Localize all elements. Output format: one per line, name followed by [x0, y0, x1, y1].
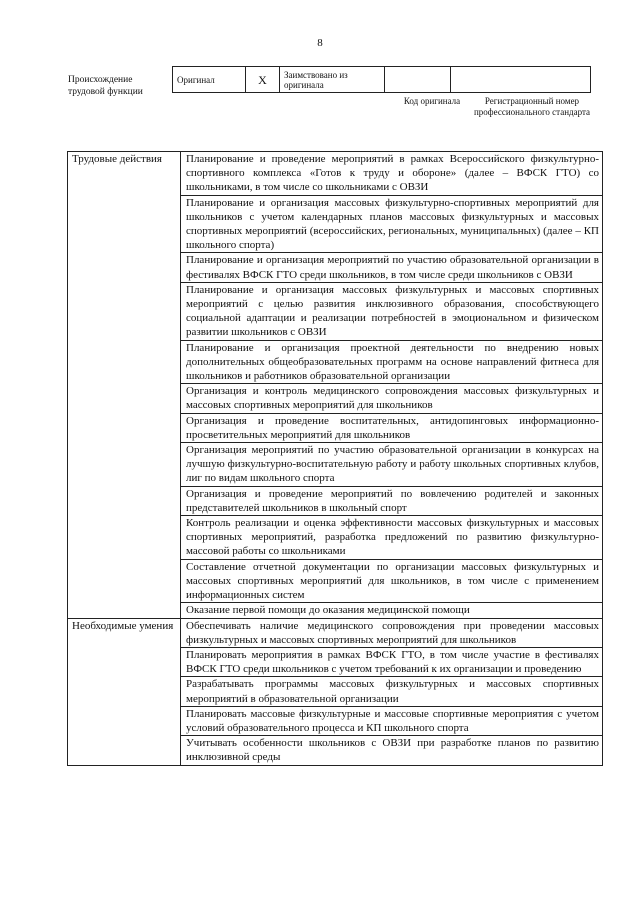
- item-text: Учитывать особенности школьников с ОВЗИ при разработке планов по развитию инклюзивной среды: [181, 736, 603, 765]
- reg-number-cell: [451, 67, 591, 93]
- item-text: Составление отчетной документации по организации массовых физкультурных и массовых спортивных мероприятий для школьников, в том числе с применением информационных систем: [181, 559, 603, 603]
- original-cell: Оригинал: [173, 67, 246, 93]
- item-text: Обеспечивать наличие медицинского сопровождения при проведении массовых физкультурных и массовых спортивных мероприятий для школьников: [181, 618, 603, 647]
- section-label-cell: [68, 618, 181, 765]
- item-text: Организация и контроль медицинского сопровождения массовых физкультурных и массовых спортивных мероприятий для школьников: [181, 384, 603, 413]
- page-number: 8: [317, 37, 323, 49]
- original-mark: X: [246, 67, 280, 93]
- item-text: Планирование и организация массовых физкультурных и массовых спортивных мероприятий с целью развития инклюзивного образования, способствующего социальной адаптации и реализации потребностей в эмоциональном и физическом развитии школьников с ОВЗИ: [181, 282, 603, 340]
- code-caption: Код оригинала: [403, 96, 461, 106]
- item-text: Оказание первой помощи до оказания медицинской помощи: [181, 603, 603, 618]
- item-text: Организация и проведение мероприятий по вовлечению родителей и законных представителей школьников в школьный спорт: [181, 486, 603, 515]
- table-row: [68, 618, 603, 647]
- item-text: Планирование и проведение мероприятий в рамках Всероссийского физкультурно-спортивного комплекса «Готов к труду и обороне» (далее – ВФСК ГТО) со школьниками, в том числе со школьниками с ОВЗИ: [181, 152, 603, 196]
- item-text: Организация и проведение воспитательных, антидопинговых информационно-просветительных мероприятий для школьников: [181, 413, 603, 442]
- borrowed-cell: Заимствовано из оригинала: [280, 67, 385, 93]
- item-text: Планировать мероприятия в рамках ВФСК ГТО, в том числе участие в фестивалях ВФСК ГТО среди школьников с учетом требований к их организации и проведению: [181, 647, 603, 676]
- item-text: Контроль реализации и оценка эффективности массовых физкультурных и массовых спортивных мероприятий, разработка предложений по развитию физкультурно-массовой работы со школьниками: [181, 516, 603, 560]
- item-text: Планирование и организация проектной деятельности по внедрению новых дополнительных общеобразовательных программ на основе направлений фитнеса для школьников и работников образовательной организации: [181, 340, 603, 384]
- origin-label: Происхождение трудовой функции: [68, 75, 143, 97]
- section-label: Необходимые умения: [72, 619, 174, 632]
- section-label-cell: [68, 152, 181, 619]
- item-text: Разрабатывать программы массовых физкультурных и массовых спортивных мероприятий в образовательной организации: [181, 677, 603, 706]
- code-cell: [385, 67, 451, 93]
- item-text: Планировать массовые физкультурные и массовые спортивные мероприятия с учетом условий образовательного процесса и КП школьного спорта: [181, 706, 603, 735]
- section-label: Трудовые действия: [72, 153, 162, 165]
- reg-number-caption: Регистрационный номер профессионального стандарта: [473, 96, 591, 117]
- item-text: Планирование и организация массовых физкультурно-спортивных мероприятий для школьников с учетом календарных планов массовых физкультурных и массовых спортивных мероприятий (всероссийских, региональных, муниципальных) (далее – КП школьного спорта): [181, 195, 603, 253]
- table-row: [68, 152, 603, 196]
- item-text: Планирование и организация мероприятий по участию образовательной организации в фестивалях ВФСК ГТО среди школьников, в том числе среди школьников с ОВЗИ: [181, 253, 603, 282]
- origin-table: [172, 66, 591, 93]
- item-text: Организация мероприятий по участию образовательной организации в конкурсах на лучшую физкультурно-воспитательную работу и работу школьных спортивных клубов, лиг по видам школьного спорта: [181, 443, 603, 487]
- function-table: [67, 151, 603, 766]
